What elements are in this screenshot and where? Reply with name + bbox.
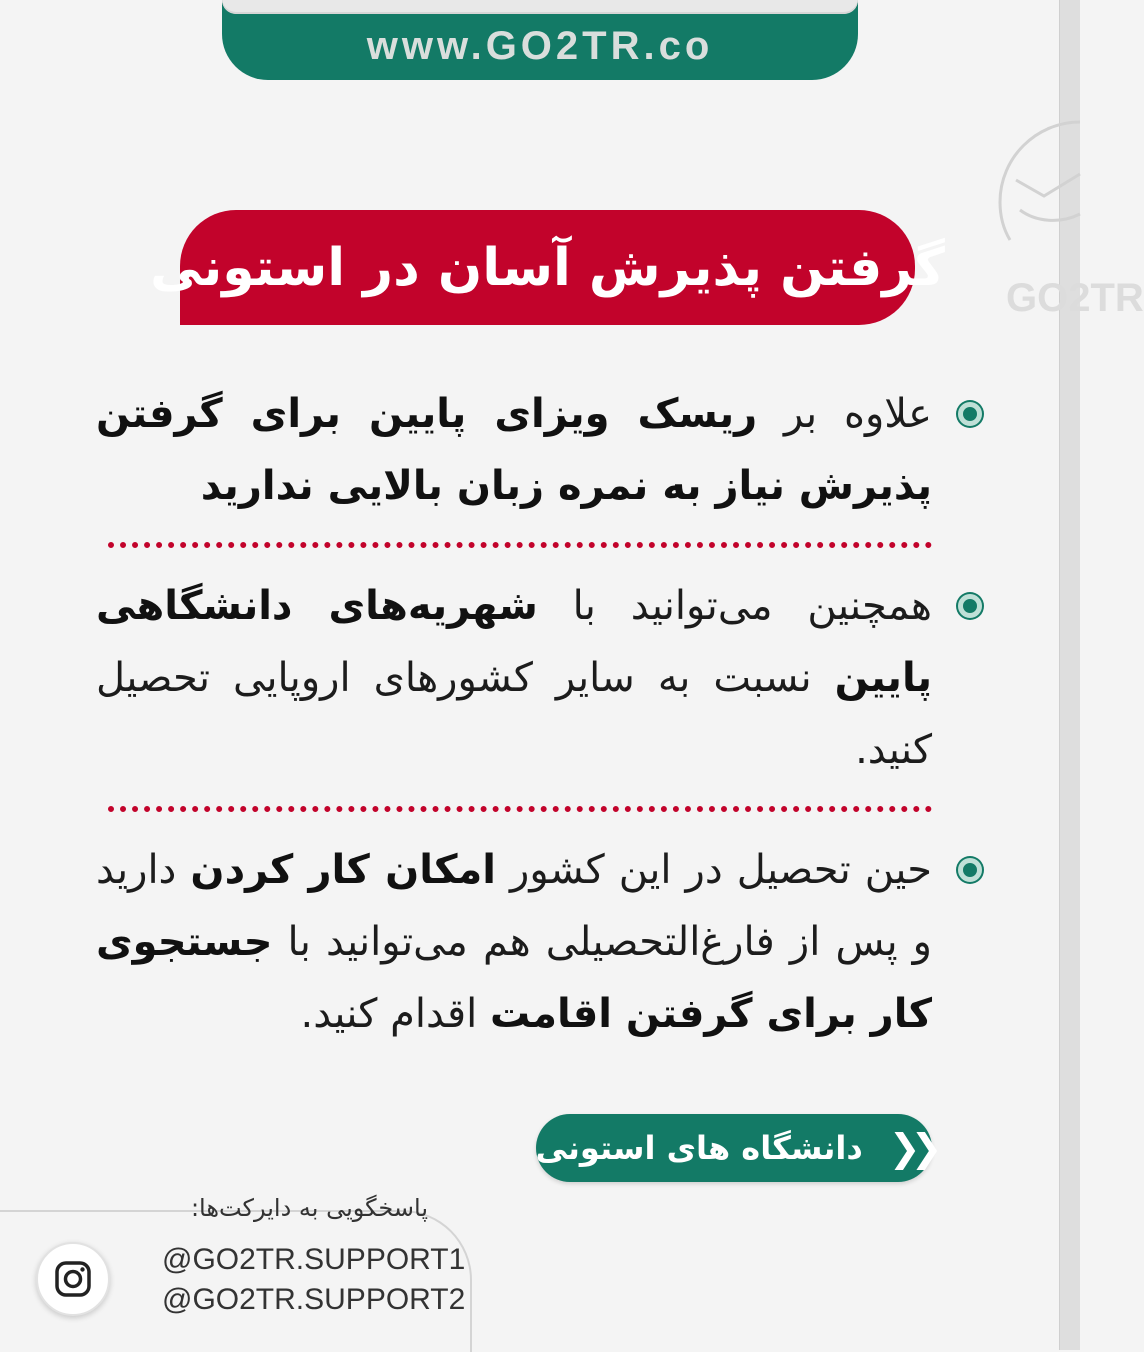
- support-label: پاسخگویی به دایرکت‌ها:: [190, 1194, 428, 1222]
- title-banner: [150, 210, 945, 325]
- bullet-text: [96, 378, 932, 522]
- bullet-dot-icon: [958, 858, 982, 882]
- support-handle-2[interactable]: @GO2TR.SUPPORT2: [162, 1283, 466, 1316]
- support-handles: [162, 1240, 465, 1320]
- bullet-text-regular: نسبت به سایر کشورهای اروپایی تحصیل کنید.: [96, 655, 932, 773]
- bullet-list: [96, 378, 932, 1050]
- instagram-button[interactable]: [36, 1242, 110, 1316]
- cta-label: دانشگاه های استونی: [535, 1129, 863, 1167]
- bullet-text-bold: امکان کار کردن: [190, 847, 496, 893]
- bullet-text-regular: حین تحصیل در این کشور: [495, 847, 932, 893]
- estonia-universities-button[interactable]: [536, 1114, 932, 1182]
- support-handle-1[interactable]: @GO2TR.SUPPORT1: [162, 1243, 466, 1276]
- bullet-item: [96, 834, 932, 1050]
- page-title: گرفتن پذیرش آسان در استونی: [150, 237, 945, 298]
- dotted-divider: [108, 806, 932, 812]
- bullet-item: [96, 570, 932, 786]
- url-header-tab: [222, 0, 858, 80]
- bullet-text-regular: علاوه بر: [757, 391, 932, 437]
- bullet-text-regular: دارید و پس از فارغ‌التحصیلی هم می‌توانید با: [96, 847, 932, 965]
- double-chevron-left-icon: ❮❮: [888, 1126, 933, 1170]
- bullet-item: [96, 378, 932, 522]
- bullet-text-bold: جستجوی کار برای گرفتن اقامت: [96, 919, 932, 1037]
- bullet-text: [96, 570, 932, 786]
- bullet-dot-icon: [958, 402, 982, 426]
- dotted-divider: [108, 542, 932, 548]
- bullet-text-bold: شهریه‌های دانشگاهی پایین: [96, 583, 932, 701]
- bullet-text-regular: اقدام کنید.: [300, 991, 490, 1037]
- website-url: www.GO2TR.co: [366, 23, 714, 68]
- logo-watermark-text: GO2TR: [1006, 276, 1144, 320]
- bullet-text-bold: ریسک ویزای پایین برای گرفتن پذیرش نیاز به نمره زبان بالایی ندارید: [96, 391, 932, 509]
- bullet-text-regular: همچنین می‌توانید با: [537, 583, 933, 629]
- bullet-text: [96, 834, 932, 1050]
- instagram-icon: [54, 1260, 92, 1298]
- bullet-dot-icon: [958, 594, 982, 618]
